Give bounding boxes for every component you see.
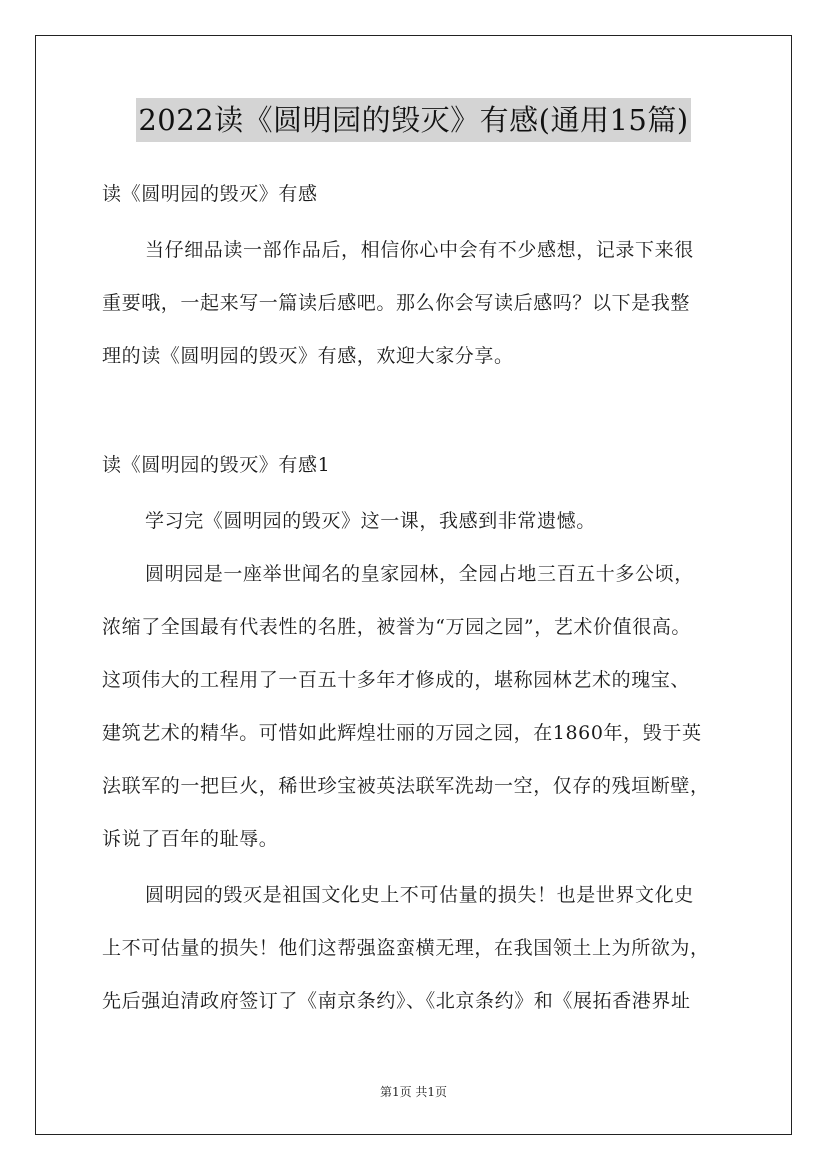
text-line: 浓缩了全国最有代表性的名胜，被誉为“万园之园”，艺术价值很高。 <box>102 616 692 638</box>
document-title: 2022读《圆明园的毁灭》有感(通用15篇) <box>136 98 690 142</box>
text-line: 重要哦，一起来写一篇读后感吧。那么你会写读后感吗？以下是我整 <box>102 292 691 314</box>
text-line: 法联军的一把巨火，稀世珍宝被英法联军洗劫一空，仅存的残垣断壁， <box>102 775 710 797</box>
text-line: 这项伟大的工程用了一百五十多年才修成的，堪称园林艺术的瑰宝、 <box>102 669 691 691</box>
text-line: 理的读《圆明园的毁灭》有感，欢迎大家分享。 <box>102 345 514 367</box>
text-line: 诉说了百年的耻辱。 <box>102 828 279 850</box>
section-heading: 读《圆明园的毁灭》有感 <box>102 183 318 205</box>
text-line: 当仔细品读一部作品后，相信你心中会有不少感想，记录下来很 <box>145 239 694 261</box>
page-footer: 第1页 共1页 <box>379 1085 448 1099</box>
section-heading: 读《圆明园的毁灭》有感1 <box>102 454 331 476</box>
text-line: 圆明园的毁灭是祖国文化史上不可估量的损失！也是世界文化史 <box>145 884 694 906</box>
text-line: 先后强迫清政府签订了《南京条约》、《北京条约》和《展拓香港界址 <box>102 990 691 1012</box>
text-line: 上不可估量的损失！他们这帮强盗蛮横无理，在我国领土上为所欲为， <box>102 937 710 959</box>
title-container <box>0 98 827 142</box>
text-line: 圆明园是一座举世闻名的皇家园林，全园占地三百五十多公顷， <box>145 563 694 585</box>
text-line: 学习完《圆明园的毁灭》这一课，我感到非常遗憾。 <box>145 510 596 532</box>
text-line: 建筑艺术的精华。可惜如此辉煌壮丽的万园之园，在1860年，毁于英 <box>102 722 702 744</box>
